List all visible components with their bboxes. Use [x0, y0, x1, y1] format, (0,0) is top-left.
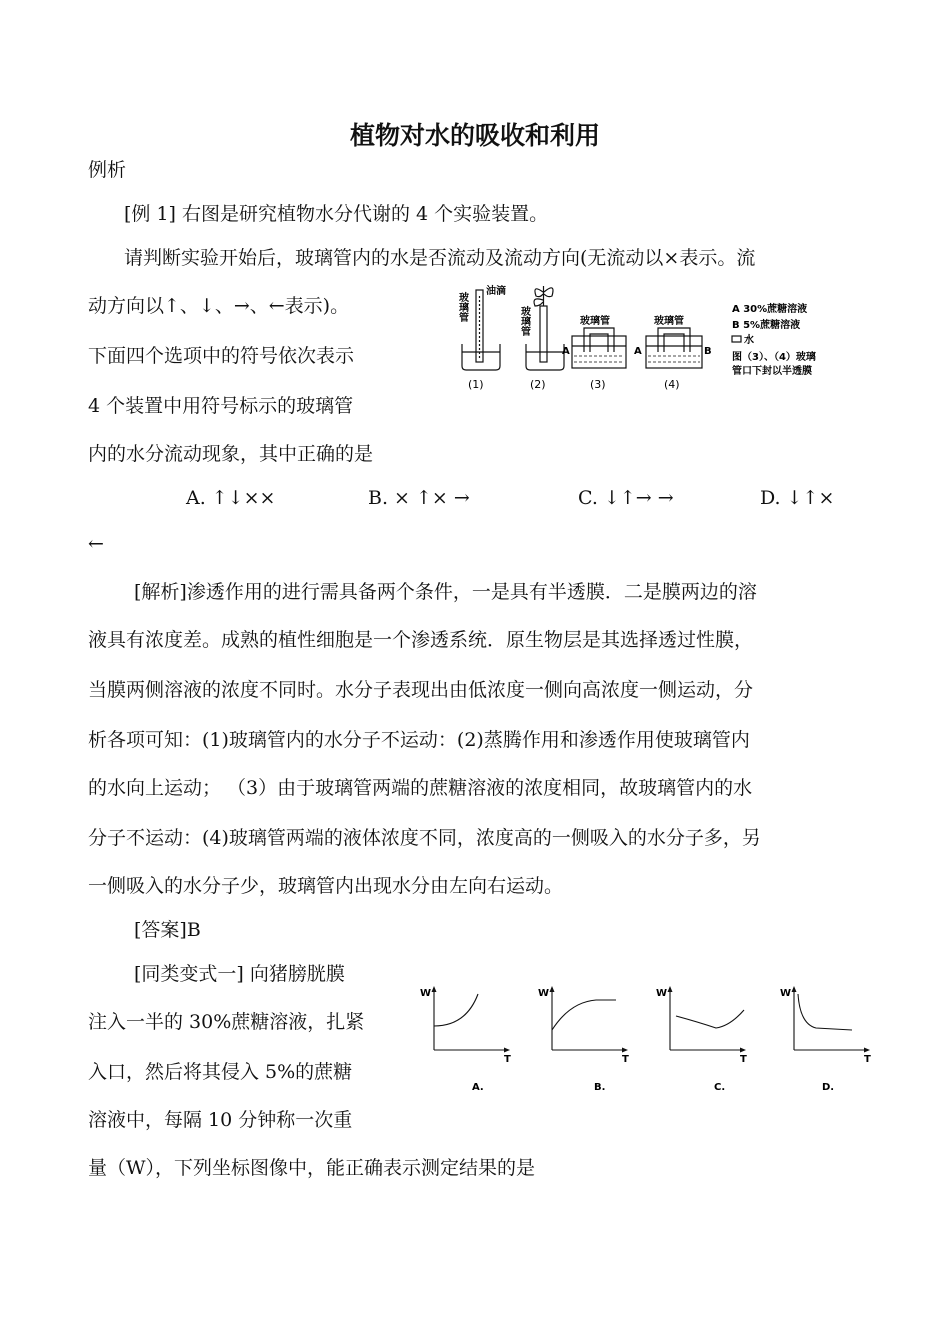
analysis-line7: 一侧吸入的水分子少，玻璃管内出现水分由左向右运动。 [88, 875, 564, 897]
section-label: 例析 [88, 159, 127, 181]
option-b: B. × ↑× → [368, 487, 470, 509]
graph-b-y-label: W [538, 988, 550, 999]
variant-line1: [同类变式一] 向猪膀胱膜 [134, 963, 345, 985]
variant-line4: 溶液中，每隔 10 分钟称一次重 [88, 1109, 353, 1131]
tube-label-4: 玻璃管 [654, 316, 684, 327]
analysis-line3: 当膜两侧溶液的浓度不同时。水分子表现出由低浓度一侧向高浓度一侧运动，分 [88, 679, 754, 701]
example1-line3: 动方向以↑、↓、→、←表示)。 [88, 295, 350, 317]
option-d-wrap: ← [88, 533, 104, 555]
graph-c-y-label: W [656, 988, 668, 999]
apparatus-number-3: (3) [590, 378, 606, 391]
marker-a-3: A [562, 346, 570, 357]
graph-d-panel-label: D. [822, 1082, 835, 1093]
legend-b: B 5%蔗糖溶液 [732, 320, 801, 331]
legend-note-1: 图（3）、（4）玻璃 [732, 352, 816, 363]
graph-a-y-label: W [420, 988, 432, 999]
variant-line5: 量（W），下列坐标图像中，能正确表示测定结果的是 [88, 1157, 536, 1179]
graph-d-y-label: W [780, 988, 792, 999]
marker-b-4: B [704, 346, 712, 357]
option-d: D. ↓↑× [760, 487, 835, 509]
graph-b-panel-label: B. [594, 1082, 606, 1093]
apparatus-number-1: (1) [468, 378, 484, 391]
analysis-line5: 的水向上运动； （3）由于玻璃管两端的蔗糖溶液的浓度相同，故玻璃管内的水 [88, 777, 753, 799]
tube-label-3: 玻璃管 [580, 316, 610, 327]
page-title: 植物对水的吸收和利用 [349, 121, 600, 150]
apparatus-figure [432, 282, 872, 394]
example1-lead: [例 1] 右图是研究植物水分代谢的 4 个实验装置。 [124, 203, 549, 225]
graph-c-x-label: T [740, 1054, 747, 1065]
answer: [答案]B [134, 919, 201, 941]
graph-d-x-label: T [864, 1054, 871, 1065]
legend-a: A 30%蔗糖溶液 [732, 304, 808, 315]
analysis-line1: [解析]渗透作用的进行需具备两个条件，一是具有半透膜．二是膜两边的溶 [134, 581, 757, 603]
variant-line2: 注入一半的 30%蔗糖溶液，扎紧 [88, 1011, 365, 1033]
oil-drop-label: 油滴 [486, 286, 506, 297]
apparatus-number-2: (2) [530, 378, 546, 391]
graph-a-x-label: T [504, 1054, 511, 1065]
apparatus-number-4: (4) [664, 378, 680, 391]
graph-options-figure [420, 980, 880, 1096]
tube-label-2: 玻璃管 [518, 306, 530, 336]
analysis-line6: 分子不运动：(4)玻璃管两端的液体浓度不同，浓度高的一侧吸入的水分子多，另 [88, 827, 761, 849]
example1-line2: 请判断实验开始后，玻璃管内的水是否流动及流动方向(无流动以×表示。流 [124, 247, 756, 269]
option-a: A. ↑↓×× [186, 487, 276, 509]
variant-line3: 入口，然后将其侵入 5%的蔗糖 [88, 1061, 353, 1083]
analysis-line4: 析各项可知：(1)玻璃管内的水分子不运动：(2)蒸腾作用和渗透作用使玻璃管内 [88, 729, 750, 751]
marker-a-4: A [634, 346, 642, 357]
analysis-line2: 液具有浓度差。成熟的植性细胞是一个渗透系统．原生物层是其选择透过性膜， [88, 629, 754, 651]
example1-line6: 内的水分流动现象，其中正确的是 [88, 443, 374, 465]
legend-note-2: 管口下封以半透膜 [732, 366, 812, 377]
graph-a-panel-label: A. [472, 1082, 484, 1093]
graph-c-panel-label: C. [714, 1082, 726, 1093]
option-c: C. ↓↑→ → [578, 487, 674, 509]
legend-water: 水 [744, 335, 754, 346]
tube-label-1: 玻璃管 [456, 292, 468, 322]
example1-line5: 4 个装置中用符号标示的玻璃管 [88, 395, 354, 417]
example1-line4: 下面四个选项中的符号依次表示 [88, 345, 355, 367]
graph-b-x-label: T [622, 1054, 629, 1065]
